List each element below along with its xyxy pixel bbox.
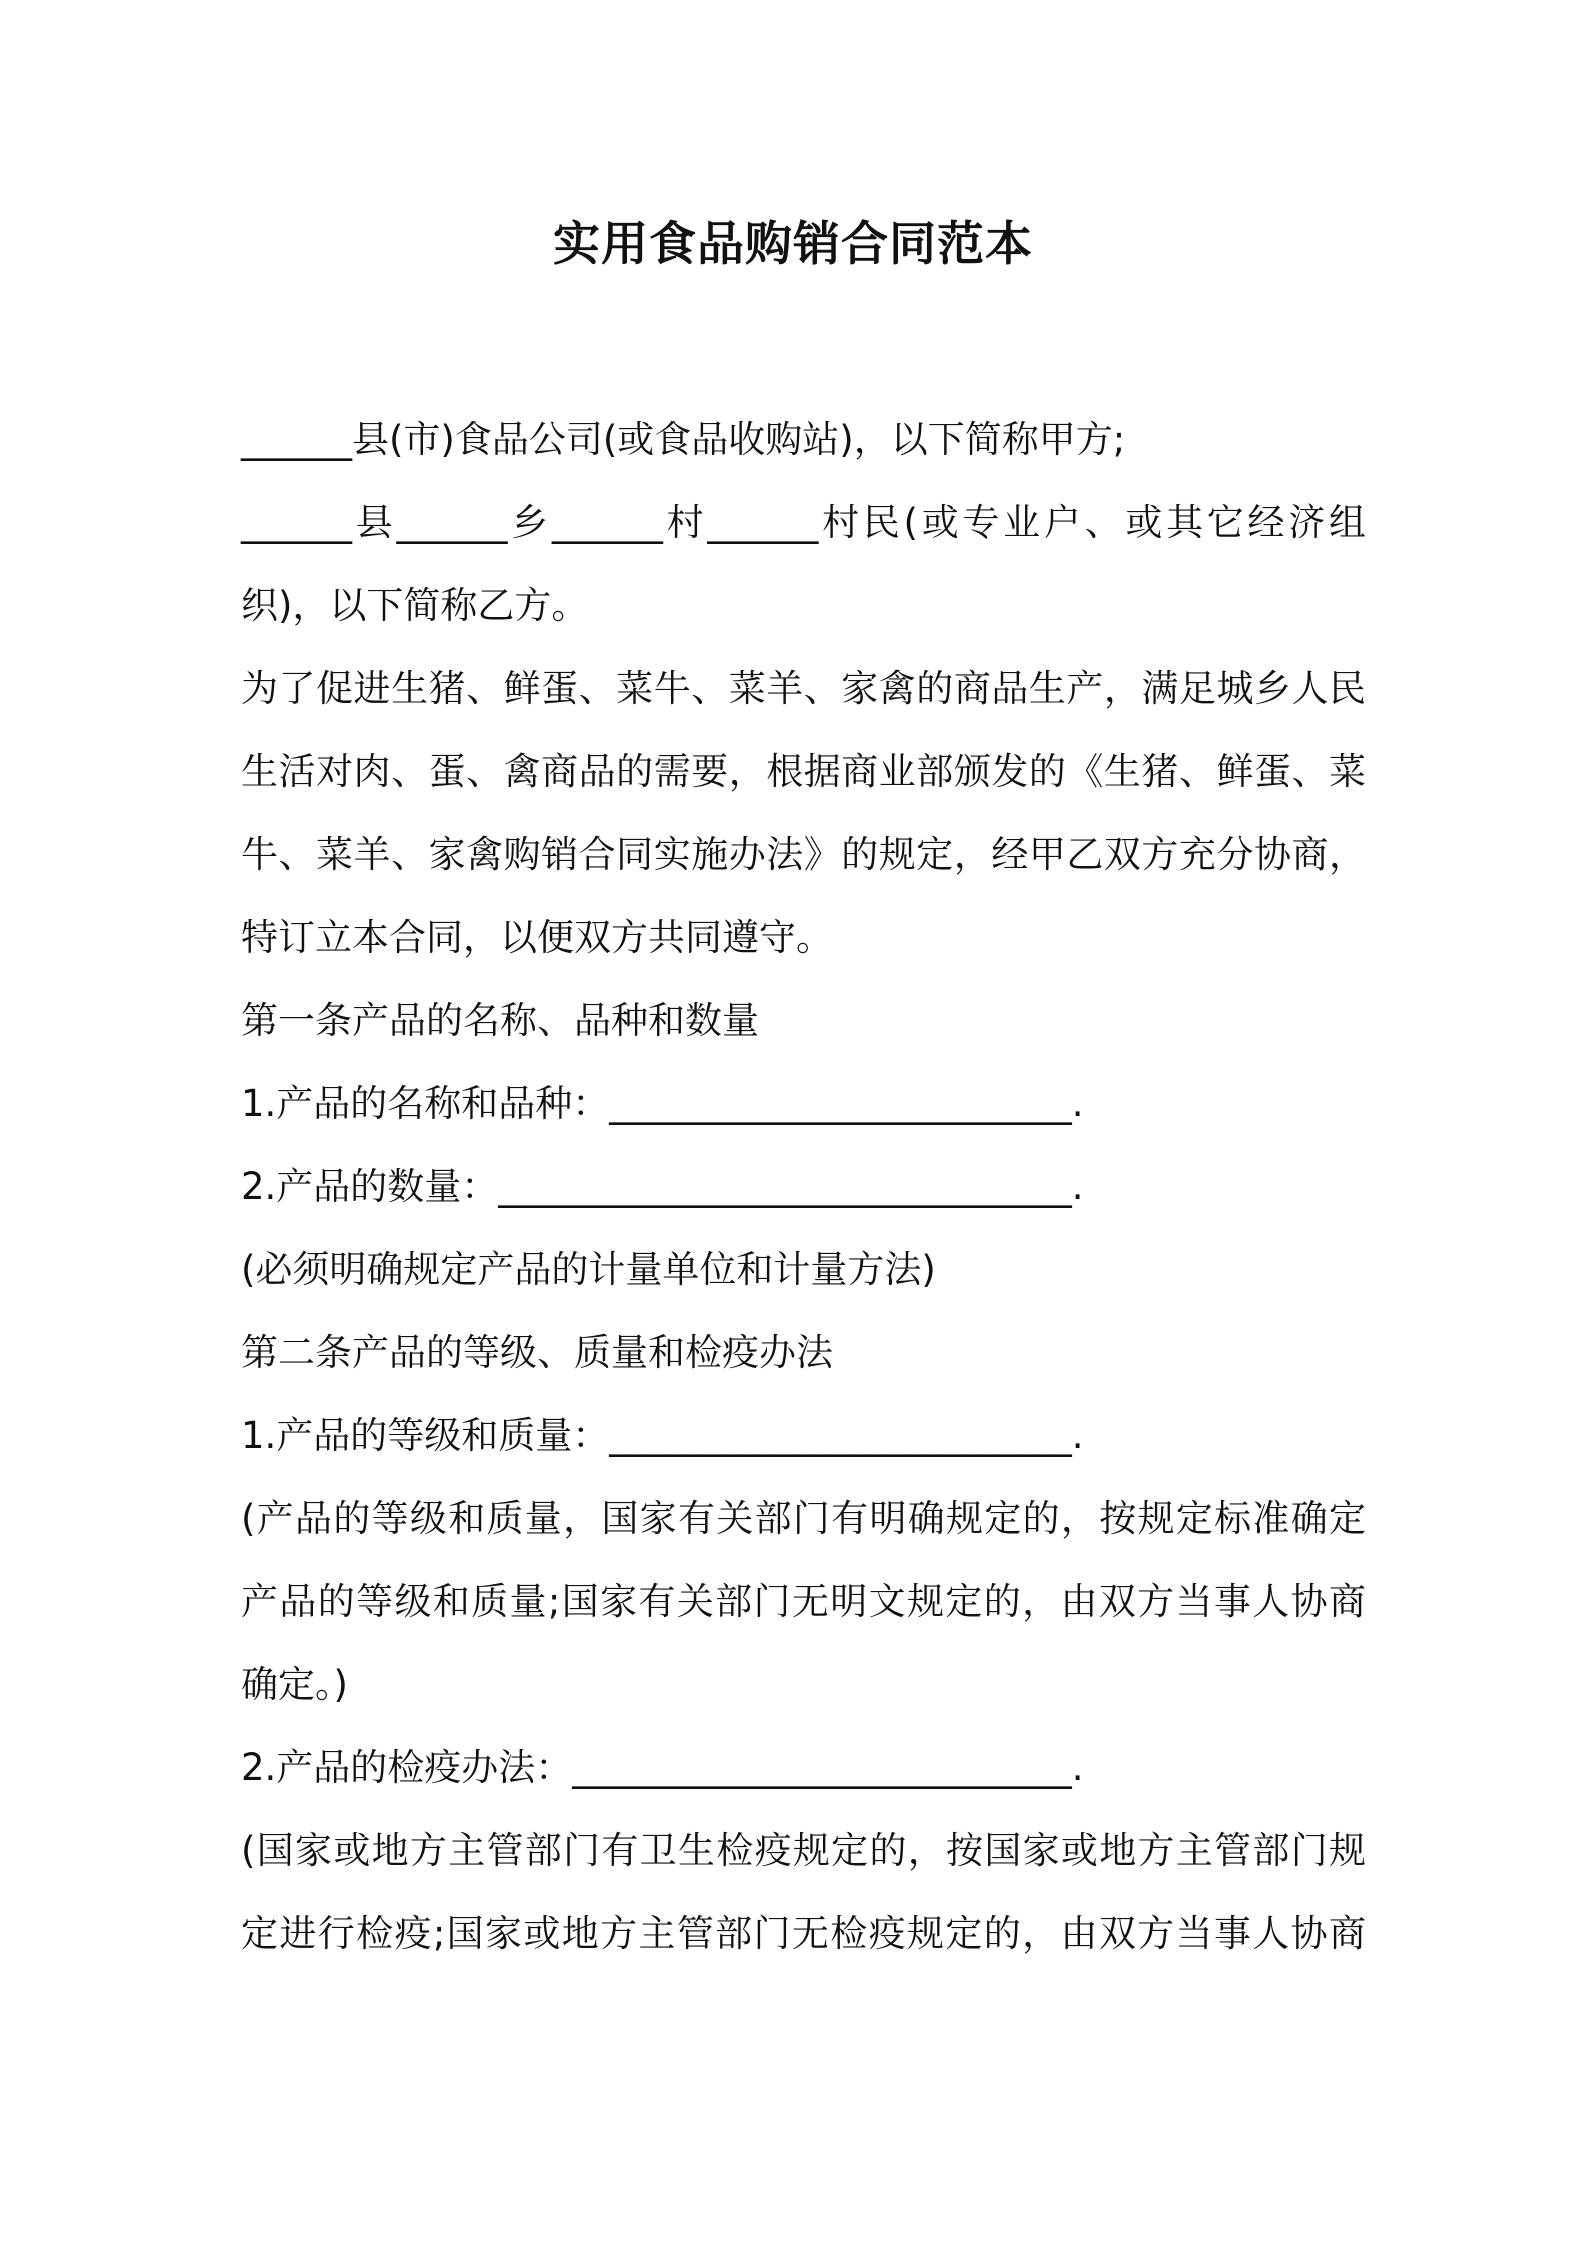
article-2-item-1: 1.产品的等级和质量：_________________________.: [241, 1414, 1084, 1457]
preamble-line: 生活对肉、蛋、禽商品的需要，根据商业部颁发的《生猪、鲜蛋、菜: [241, 750, 1366, 793]
article-1-item-1: 1.产品的名称和品种：_________________________.: [241, 1082, 1084, 1125]
article-2-note-line: (产品的等级和质量，国家有关部门有明确规定的，按规定标准确定: [241, 1497, 1366, 1540]
preamble-line: 为了促进生猪、鲜蛋、菜牛、菜羊、家禽的商品生产，满足城乡人民: [241, 667, 1366, 710]
document-body: [241, 398, 1366, 1975]
document-title: 实用食品购销合同范本: [553, 217, 1033, 272]
article-1-note: (必须明确规定产品的计量单位和计量方法): [241, 1248, 936, 1291]
clause-party-a: ______县(市)食品公司(或食品收购站)，以下简称甲方;: [241, 418, 1126, 461]
article-1-item-2: 2.产品的数量：_______________________________.: [241, 1165, 1084, 1208]
article-2-note-line: 产品的等级和质量;国家有关部门无明文规定的，由双方当事人协商: [241, 1580, 1366, 1623]
article-1-heading: 第一条产品的名称、品种和数量: [241, 999, 759, 1042]
article-2-heading: 第二条产品的等级、质量和检疫办法: [241, 1331, 833, 1374]
article-2-note-line: 确定。): [241, 1663, 348, 1706]
preamble-line: 特订立本合同，以便双方共同遵守。: [241, 916, 833, 959]
preamble-line: 牛、菜羊、家禽购销合同实施办法》的规定，经甲乙双方充分协商，: [241, 833, 1366, 876]
clause-party-b-cont: 织)，以下简称乙方。: [241, 584, 589, 627]
article-2-quarantine-note-line: (国家或地方主管部门有卫生检疫规定的，按国家或地方主管部门规: [241, 1829, 1366, 1872]
article-2-item-2: 2.产品的检疫办法：___________________________.: [241, 1746, 1084, 1789]
article-2-quarantine-note-line: 定进行检疫;国家或地方主管部门无检疫规定的，由双方当事人协商: [241, 1912, 1366, 1955]
clause-party-b: ______县______乡______村______村民(或专业户、或其它经济组: [241, 501, 1366, 544]
